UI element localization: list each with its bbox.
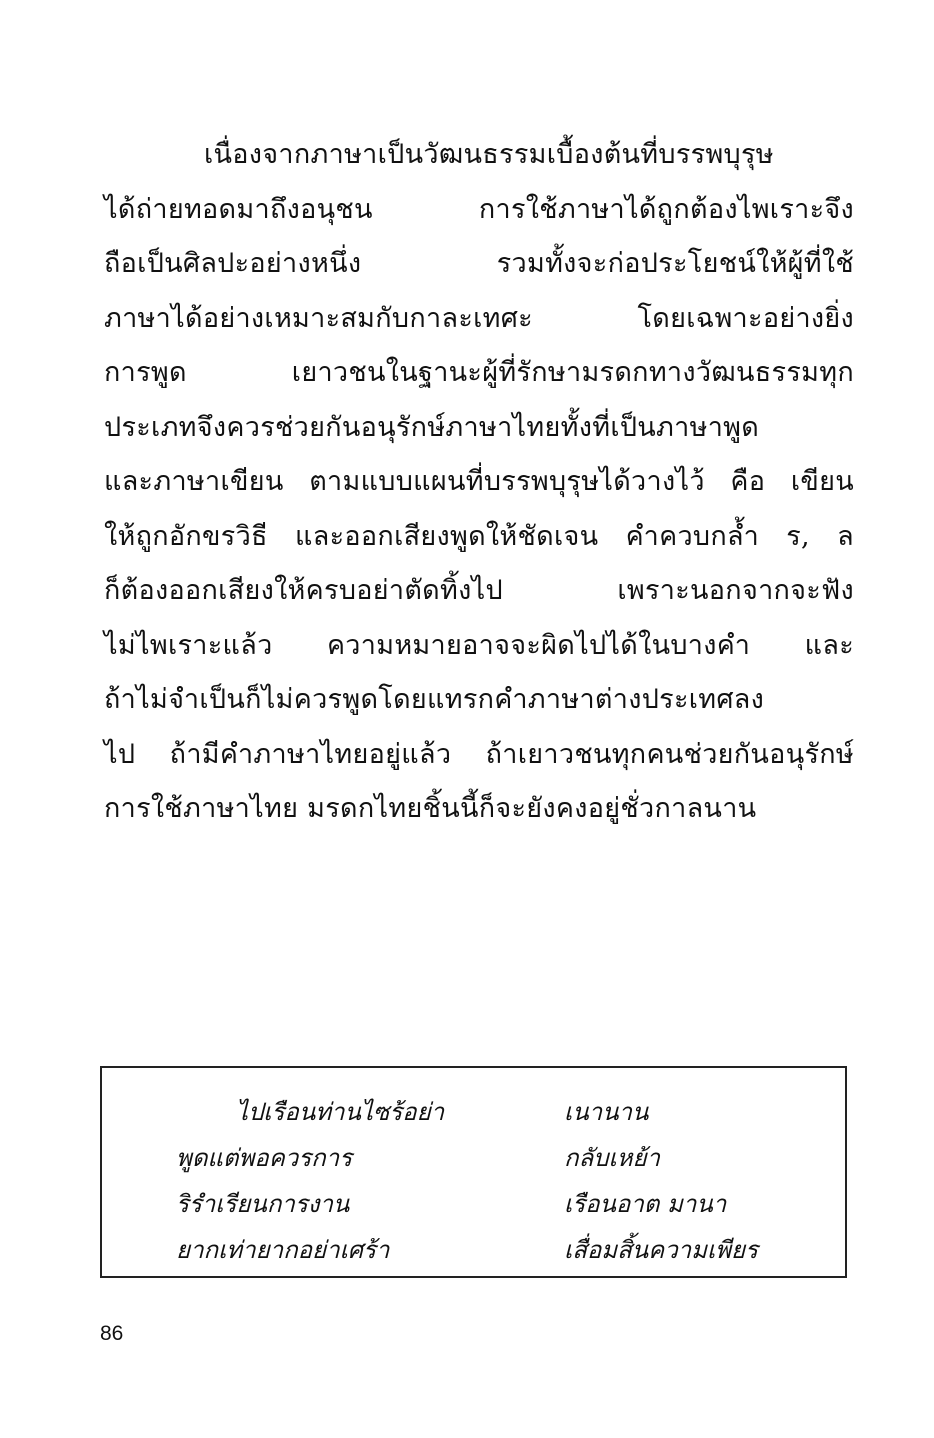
paragraph-line: และภาษาเขียน ตามแบบแผนที่บรรพบุรุษได้วางไว้ คือ เขียน (104, 466, 854, 497)
paragraph-line: ภาษาได้อย่างเหมาะสมกับกาละเทศะ โดยเฉพาะอย่างยิ่ง (104, 302, 854, 334)
poem-verse-left: พูดแต่พอควรการ (176, 1144, 353, 1172)
paragraph-line: ก็ต้องออกเสียงให้ครบอย่าตัดทิ้งไป เพราะนอกจากจะฟัง (104, 575, 854, 606)
paragraph-line: ไป ถ้ามีคำภาษาไทยอยู่แล้ว ถ้าเยาวชนทุกคนช่วยกันอนุรักษ์ (104, 738, 854, 770)
paragraph-line: การพูด เยาวชนในฐานะผู้ที่รักษามรดกทางวัฒนธรรมทุก (104, 357, 854, 388)
paragraph-line: ได้ถ่ายทอดมาถึงอนุชน การใช้ภาษาได้ถูกต้องไพเราะจึง (104, 193, 854, 225)
poem-verse-left: ยากเท่ายากอย่าเศร้า (176, 1236, 390, 1264)
paragraph-line: ถ้าไม่จำเป็นก็ไม่ควรพูดโดยแทรกคำภาษาต่างประเทศลง (104, 684, 765, 715)
poem-verse-right: เสื่อมสิ้นความเพียร (564, 1236, 758, 1264)
paragraph-line: การใช้ภาษาไทย มรดกไทยชิ้นนี้ก็จะยังคงอยู่ชั่วกาลนาน (104, 793, 757, 824)
poem-verse-left: ไปเรือนท่านไซร้อย่า (236, 1098, 445, 1126)
poem-verse-right: เนานาน (564, 1098, 649, 1126)
poem-verse-left: ริรำเรียนการงาน (176, 1190, 350, 1218)
paragraph-line: ถือเป็นศิลปะอย่างหนึ่ง รวมทั้งจะก่อประโยชน์ให้ผู้ที่ใช้ (104, 248, 854, 279)
poem-verse-right: กลับเหย้า (564, 1144, 661, 1172)
paragraph-line: ไม่ไพเราะแล้ว ความหมายอาจจะผิดไปได้ในบางคำ และ (104, 629, 854, 661)
poem-box (100, 1066, 847, 1278)
body-paragraph (104, 128, 854, 837)
page-number: 86 (100, 1322, 124, 1345)
paragraph-line: ให้ถูกอักขรวิธี และออกเสียงพูดให้ชัดเจน คำควบกล้ำ ร, ล (104, 520, 854, 552)
paragraph-line: ประเภทจึงควรช่วยกันอนุรักษ์ภาษาไทยทั้งที่เป็นภาษาพูด (104, 411, 760, 443)
poem-verse-right: เรือนอาต มานา (564, 1190, 727, 1218)
paragraph-line: เนื่องจากภาษาเป็นวัฒนธรรมเบื้องต้นที่บรรพบุรุษ (204, 139, 774, 170)
